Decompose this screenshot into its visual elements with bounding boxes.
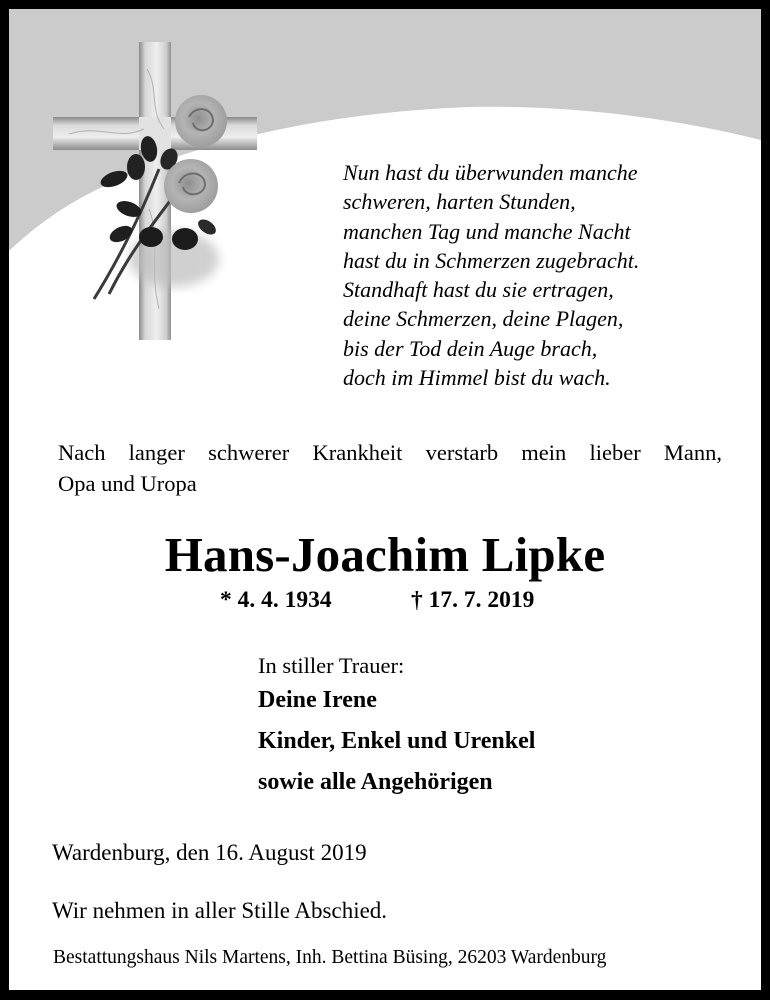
poem-line: doch im Himmel bist du wach. <box>343 365 611 391</box>
obituary-card <box>9 9 761 990</box>
poem-line: deine Schmerzen, deine Plagen, <box>343 306 624 332</box>
poem-line: Nun hast du überwunden manche <box>343 160 638 185</box>
mourner-name: Kinder, Enkel und Urenkel <box>258 728 536 754</box>
poem-line: hast du in Schmerzen zugebracht. <box>343 247 640 273</box>
deceased-name: Hans-Joachim Lipke <box>164 527 606 582</box>
mourner-name: Deine Irene <box>258 687 377 713</box>
poem-line: schweren, harten Stunden, <box>343 189 576 215</box>
farewell-note: Wir nehmen in aller Stille Abschied. <box>52 898 388 923</box>
poem-line: bis der Tod dein Auge brach, <box>343 335 598 361</box>
birth-date: * 4. 4. 1934 <box>220 587 332 613</box>
mourners-heading: In stiller Trauer: <box>258 653 405 678</box>
intro-text <box>58 437 722 499</box>
intro-line-2: Opa und Uropa <box>58 471 197 496</box>
mourners-block <box>258 651 535 808</box>
place-date: Wardenburg, den 16. August 2019 <box>52 840 367 865</box>
poem-line: manchen Tag und manche Nacht <box>343 218 631 244</box>
intro-line-1: Nach langer schwerer Krankheit verstarb mein lieber Mann, <box>58 440 722 465</box>
poem-line: Standhaft hast du sie ertragen, <box>343 277 614 303</box>
poem <box>343 158 639 392</box>
mourner-name: sowie alle Angehörigen <box>258 769 493 795</box>
undertaker-info: Bestattungshaus Nils Martens, Inh. Bettina Büsing, 26203 Wardenburg <box>53 947 607 968</box>
death-date: † 17. 7. 2019 <box>411 587 535 613</box>
